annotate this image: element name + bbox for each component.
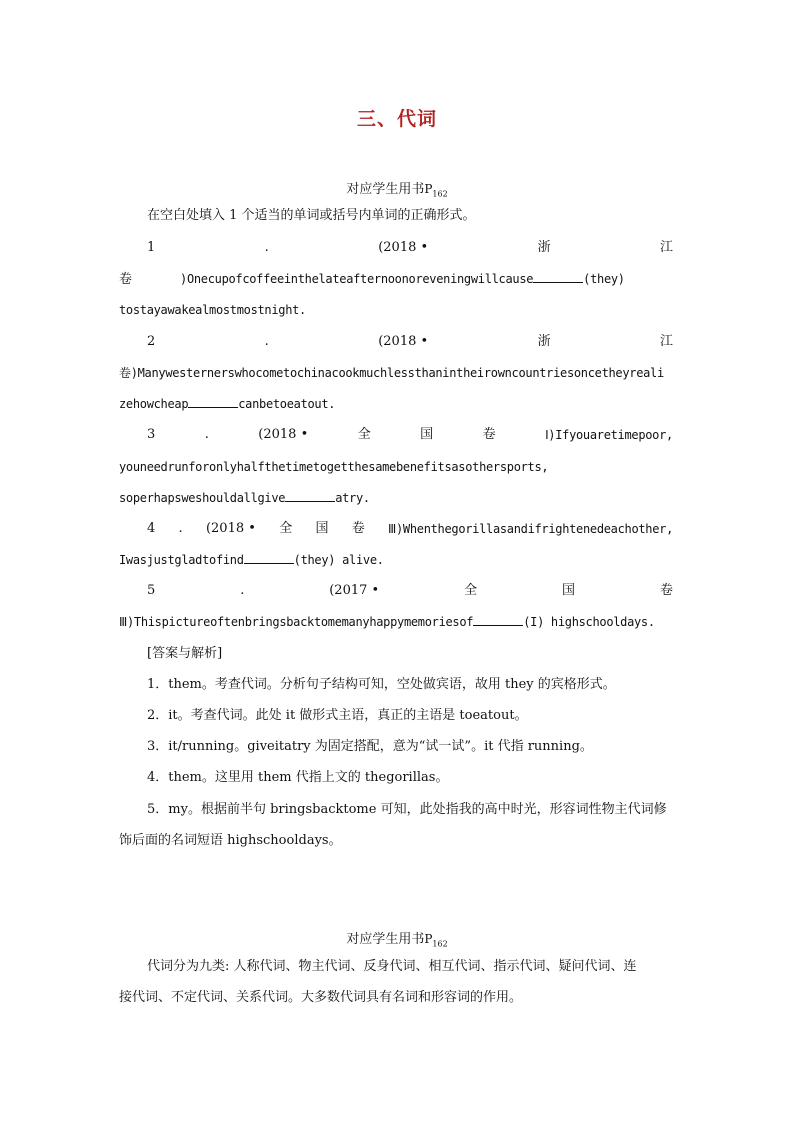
question-3-line2: youneedrunforonlyhalfthetimetogetthesamebenefitsasothersports, <box>119 460 549 474</box>
answer-blank <box>188 396 238 408</box>
question-3-header: 3 . (2018 • 全 国 卷 Ⅰ)Ifyouaretimepoor, <box>147 427 673 442</box>
ref-page: $P_{162}$ <box>424 182 448 199</box>
section2-reference <box>0 928 794 948</box>
answer-blank <box>473 614 523 626</box>
pronoun-intro-line1: 代词分为九类: 人称代词、物主代词、反身代词、相互代词、指示代词、疑问代词、连 <box>147 959 637 974</box>
answer-1: 1．them。考查代词。分析句子结构可知，空处做宾语，故用 they 的宾格形式。 <box>147 677 616 692</box>
question-1-header: 1 . (2018 • 浙 江 <box>147 240 673 255</box>
answer-5-continued: 饰后面的名词短语 highschooldays。 <box>119 833 342 848</box>
ref-label: 对应学生用书 <box>346 182 425 197</box>
ref-label: 对应学生用书 <box>346 932 425 947</box>
question-2-header: 2 . (2018 • 浙 江 <box>147 334 673 349</box>
answer-3: 3．it/running。giveitatry 为固定搭配，意为“试一试”。it 代指 running。 <box>147 739 593 754</box>
question-2-line3: zehowcheap canbetoeatout. <box>119 397 336 411</box>
answer-blank <box>533 271 583 283</box>
question-3-line3: soperhapsweshouldallgive atry. <box>119 491 370 505</box>
question-5-header: 5 . (2017 • 全 国 卷 <box>147 583 673 598</box>
question-4-header: 4 . (2018 • 全 国 卷 Ⅲ)Whenthegorillasandifrightenedeachother, <box>147 521 673 536</box>
answer-2: 2．it。考查代词。此处 it 做形式主语，真正的主语是 toeatout。 <box>147 708 528 723</box>
question-5-line2: Ⅲ)Thispictureoftenbringsbacktomemanyhappymemoriesof (I) highschooldays. <box>119 615 655 629</box>
instruction: 在空白处填入 1 个适当的单词或括号内单词的正确形式。 <box>147 208 476 223</box>
question-2-line2: 卷)Manywesternerswhocometochinacookmuchlessthanintheirowncountriesoncetheyreali <box>119 366 664 380</box>
question-1-line2: 卷 )Onecupofcoffeeinthelateafternoonoreveningwillcause (they) <box>119 272 625 287</box>
pronoun-intro-line2: 接代词、不定代词、关系代词。大多数代词具有名词和形容词的作用。 <box>119 990 523 1005</box>
answer-4: 4．them。这里用 them 代指上文的 thegorillas。 <box>147 770 449 785</box>
answer-blank <box>285 490 335 502</box>
page-title: 三、代词 <box>356 108 437 130</box>
answer-5: 5．my。根据前半句 bringsbacktome 可知，此处指我的高中时光，形容词性物主代词修 <box>147 802 667 817</box>
section1-reference <box>0 178 794 198</box>
ref-page: $P_{162}$ <box>424 932 448 949</box>
answer-header: [答案与解析] <box>147 646 223 661</box>
answer-blank <box>244 552 294 564</box>
question-4-line2: Iwasjustgladtofind (they) alive. <box>119 553 384 567</box>
question-1-line3: tostayawakealmostmostnight. <box>119 303 306 317</box>
